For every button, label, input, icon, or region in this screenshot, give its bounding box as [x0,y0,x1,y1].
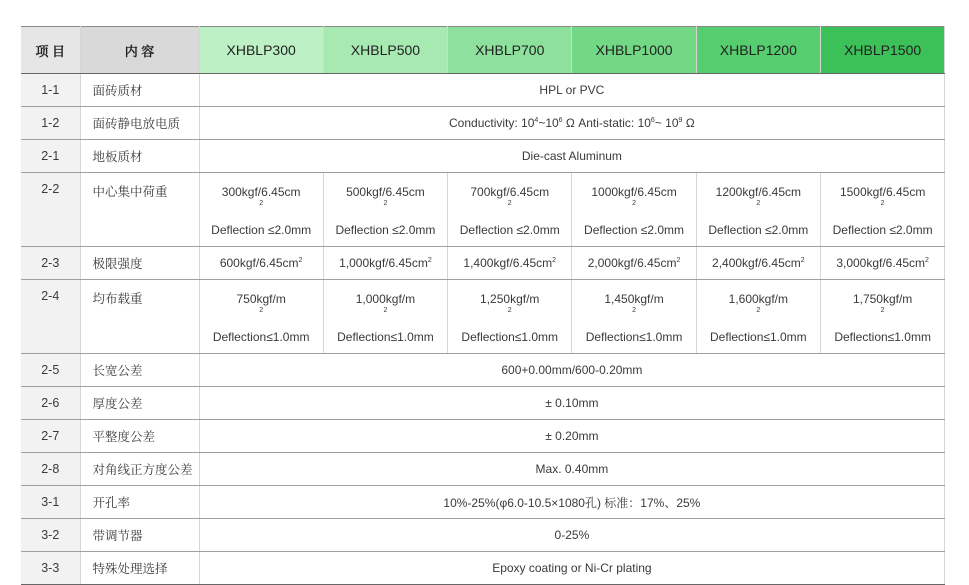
header-model-2: XHBLP500 [323,27,447,74]
row-value: ± 0.10mm [199,387,945,420]
table-row [21,519,945,552]
table-row [21,74,945,107]
exponent: 2 [507,306,512,314]
row-name: 极限强度 [80,247,199,280]
load-value: 2,400kgf/6.45cm [712,256,801,270]
row-item-no: 3-1 [21,486,80,519]
exponent: 2 [383,306,388,314]
deflection-value: Deflection ≤2.0mm [832,222,933,237]
exponent: 2 [298,257,303,264]
row-value: Die-cast Aluminum [199,140,945,173]
cell-model-3 [448,173,572,247]
load-value: 1,450kgf/m [604,291,664,306]
cell-model-2 [323,280,447,354]
load-value: 700kgf/6.45cm [470,184,550,199]
row-name: 地板质材 [80,140,199,173]
row-value: Epoxy coating or Ni-Cr plating [199,552,945,585]
table-row [21,387,945,420]
row-name: 长宽公差 [80,354,199,387]
exponent: 2 [880,199,885,207]
load-value: 1200kgf/6.45cm [715,184,802,199]
value-part: Ω [682,116,695,130]
exponent: 2 [800,257,805,264]
load-value: 1,000kgf/6.45cm [339,256,428,270]
cell-model-6 [820,173,944,247]
cell-model-2 [323,173,447,247]
row-item-no: 2-3 [21,247,80,280]
exponent: 2 [427,257,432,264]
exponent: 2 [880,306,885,314]
value-part: Ω Anti-static: 10 [562,116,651,130]
deflection-value: Deflection ≤2.0mm [211,222,312,237]
cell-model-6 [820,247,944,280]
exponent: 2 [507,199,512,207]
deflection-value: Deflection ≤2.0mm [584,222,685,237]
exponent: 9 [678,117,683,124]
deflection-value: Deflection≤1.0mm [212,329,310,344]
row-item-no: 3-2 [21,519,80,552]
deflection-value: Deflection≤1.0mm [585,329,683,344]
table-row [21,420,945,453]
cell-model-1 [199,280,323,354]
table-row [21,173,945,247]
row-item-no: 1-2 [21,107,80,140]
row-name: 平整度公差 [80,420,199,453]
header-content: 内 容 [80,27,199,74]
cell-model-1 [199,247,323,280]
load-value: 1,400kgf/6.45cm [463,256,553,270]
row-value: HPL or PVC [199,74,945,107]
deflection-value: Deflection ≤2.0mm [708,222,809,237]
row-name: 面砖静电放电质 [80,107,199,140]
row-value: 600+0.00mm/600-0.20mm [199,354,945,387]
table-row [21,354,945,387]
exponent: 2 [676,257,681,264]
row-item-no: 2-8 [21,453,80,486]
exponent: 2 [632,199,636,207]
value-part: Conductivity: 10 [449,116,535,130]
value-part: ~10 [538,116,559,130]
cell-model-6 [820,280,944,354]
header-model-6: XHBLP1500 [820,27,944,74]
cell-model-4 [572,280,696,354]
cell-model-1 [199,173,323,247]
row-item-no: 2-6 [21,387,80,420]
row-value: Max. 0.40mm [199,453,945,486]
load-value: 1,750kgf/m [852,291,913,306]
header-model-5: XHBLP1200 [696,27,820,74]
table-row [21,486,945,519]
row-name: 均布载重 [80,280,199,354]
row-item-no: 2-2 [21,173,80,247]
deflection-value: Deflection≤1.0mm [337,329,434,344]
cell-model-3 [448,247,572,280]
table-row [21,280,945,354]
header-item: 项 目 [21,27,80,74]
cell-model-5 [696,247,820,280]
header-model-1: XHBLP300 [199,27,323,74]
exponent: 6 [558,117,563,124]
row-item-no: 1-1 [21,74,80,107]
load-value: 1000kgf/6.45cm [591,184,677,199]
exponent: 2 [756,199,761,207]
load-value: 1,000kgf/m [355,291,416,306]
load-value: 3,000kgf/6.45cm [836,256,926,270]
load-value: 1500kgf/6.45cm [839,184,926,199]
row-value: 0-25% [199,519,945,552]
row-item-no: 2-4 [21,280,80,354]
exponent: 2 [756,306,761,314]
spec-table [21,26,945,585]
header-model-3: XHBLP700 [448,27,572,74]
load-value: 300kgf/6.45cm [221,184,301,199]
table-row [21,107,945,140]
load-value: 1,600kgf/m [728,291,789,306]
spec-table-container [21,26,945,585]
header-model-4: XHBLP1000 [572,27,696,74]
exponent: 2 [925,257,929,264]
row-item-no: 2-1 [21,140,80,173]
cell-model-5 [696,173,820,247]
cell-model-3 [448,280,572,354]
row-name: 面砖质材 [80,74,199,107]
header-row [21,27,945,74]
table-row [21,140,945,173]
exponent: 6 [650,117,655,124]
deflection-value: Deflection≤1.0mm [834,329,931,344]
exponent: 2 [259,306,264,314]
row-value: 10%-25%(φ6.0-10.5×1080孔) 标准：17%、25% [199,486,945,519]
deflection-value: Deflection≤1.0mm [710,329,807,344]
cell-model-4 [572,173,696,247]
row-item-no: 3-3 [21,552,80,585]
row-name: 开孔率 [80,486,199,519]
load-value: 750kgf/m [236,291,286,306]
table-row [21,552,945,585]
deflection-value: Deflection≤1.0mm [461,329,559,344]
cell-model-5 [696,280,820,354]
load-value: 1,250kgf/m [480,291,540,306]
table-row [21,453,945,486]
exponent: 2 [383,199,388,207]
exponent: 4 [534,117,539,124]
cell-model-2 [323,247,447,280]
row-item-no: 2-5 [21,354,80,387]
row-name: 带调节器 [80,519,199,552]
exponent: 2 [632,306,636,314]
load-value: 600kgf/6.45cm [219,256,299,270]
exponent: 2 [259,199,264,207]
row-name: 中心集中荷重 [80,173,199,247]
row-item-no: 2-7 [21,420,80,453]
deflection-value: Deflection ≤2.0mm [335,222,436,237]
row-value: ± 0.20mm [199,420,945,453]
row-value [199,107,945,140]
row-name: 特殊处理选择 [80,552,199,585]
value-part: ~ 10 [654,116,679,130]
load-value: 2,000kgf/6.45cm [587,256,677,270]
exponent: 2 [552,257,557,264]
row-name: 对角线正方度公差 [80,453,199,486]
table-row [21,247,945,280]
cell-model-4 [572,247,696,280]
load-value: 500kgf/6.45cm [346,184,425,199]
deflection-value: Deflection ≤2.0mm [459,222,560,237]
row-name: 厚度公差 [80,387,199,420]
